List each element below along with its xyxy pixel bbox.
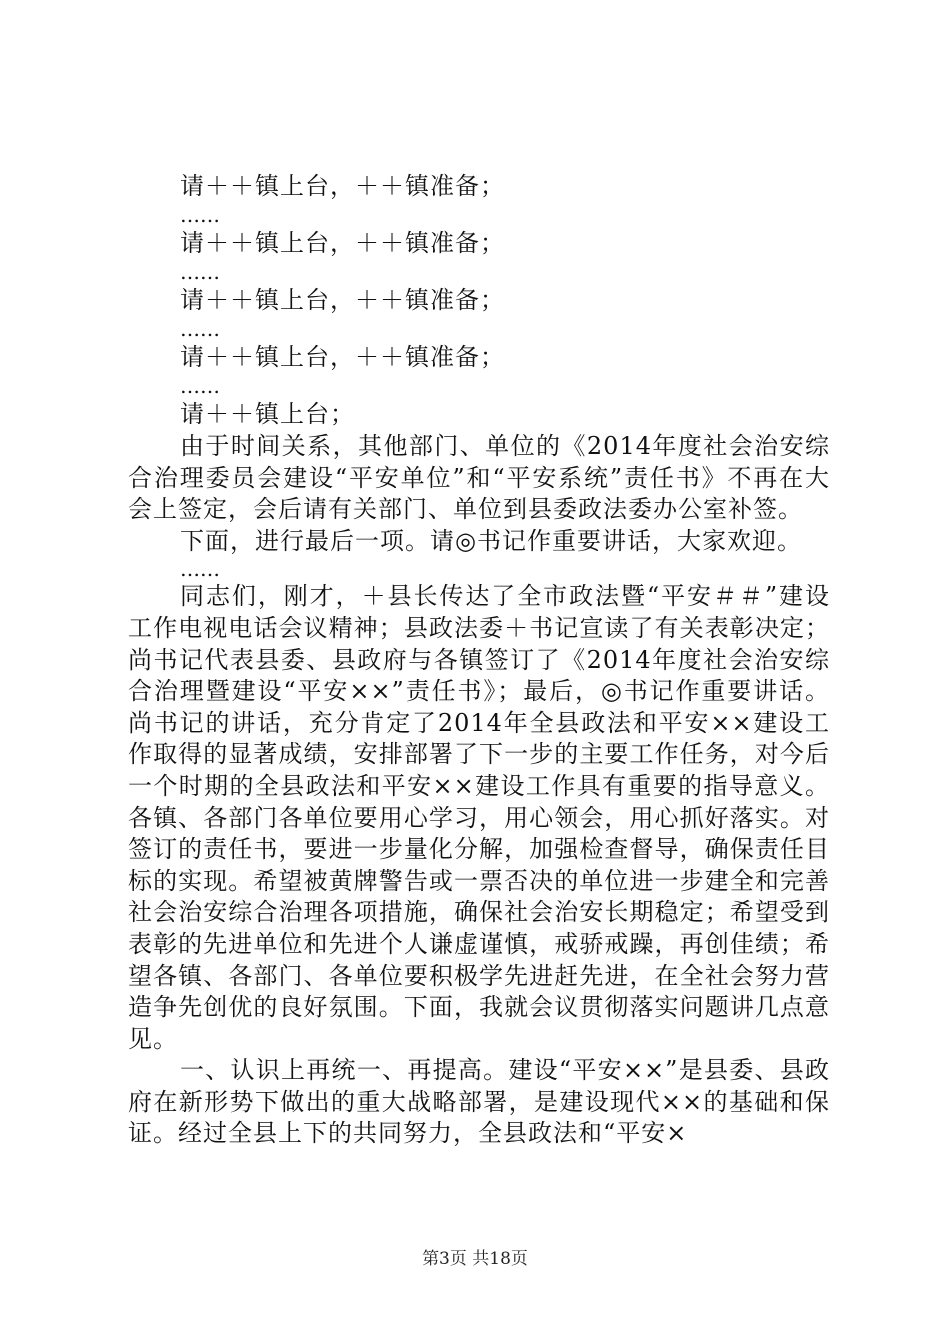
call-line-2: 请＋＋镇上台，＋＋镇准备； [180, 229, 505, 257]
ellipsis-1: …… [180, 203, 220, 227]
ellipsis-5: …… [180, 557, 220, 582]
document-body [128, 170, 830, 1150]
ellipsis-2: …… [180, 260, 220, 284]
ellipsis-4: …… [180, 374, 220, 398]
paragraph-final-item: 下面，进行最后一项。请◎书记作重要讲话，大家欢迎。 [180, 526, 802, 555]
page-footer: 第3页 共18页 [422, 1249, 528, 1269]
ellipsis-3: …… [180, 317, 220, 341]
call-line-3: 请＋＋镇上台，＋＋镇准备； [180, 286, 505, 314]
call-line-1: 请＋＋镇上台，＋＋镇准备； [180, 172, 505, 200]
last-call-line: 请＋＋镇上台； [180, 400, 355, 428]
paragraph-section-one: 一、认识上再统一、再提高。建设“平安××”是县委、县政府在新形势下做出的重大战略部署，是建设现代××的基础和保证。经过全县上下的共同努力，全县政法和“平安× [128, 1056, 830, 1148]
paragraph-responsibility-signing: 由于时间关系，其他部门、单位的《2014年度社会治安综合治理委员会建设“平安单位”和“平安系统”责任书》不再在大会上签定，会后请有关部门、单位到县委政法委办公室补签。 [128, 432, 830, 524]
call-line-4: 请＋＋镇上台，＋＋镇准备； [180, 343, 505, 371]
paragraph-summary: 同志们，刚才，＋县长传达了全市政法暨“平安＃＃”建设工作电视电话会议精神；县政法委＋书记宣读了有关表彰决定；尚书记代表县委、县政府与各镇签订了《2014年度社会治安综合治理暨建设“平安××”责任书》；最后，◎书记作重要讲话。尚书记的讲话，充分肯定了2014年全县政法和平安××建设工作取得的显著成绩，安排部署了下一步的主要工作任务，对今后一个时期的全县政法和平安××建设工作具有重要的指导意义。各镇、各部门各单位要用心学习，用心领会，用心抓好落实。对签订的责任书，要进一步量化分解，加强检查督导，确保责任目标的实现。希望被黄牌警告或一票否决的单位进一步建全和完善社会治安综合治理各项措施，确保社会治安长期稳定；希望受到表彰的先进单位和先进个人谦虚谨慎，戒骄戒躁，再创佳绩；希望各镇、各部门、各单位要积极学先进赶先进，在全社会努力营造争先创优的良好氛围。下面，我就会议贯彻落实问题讲几点意见。 [128, 582, 830, 1053]
